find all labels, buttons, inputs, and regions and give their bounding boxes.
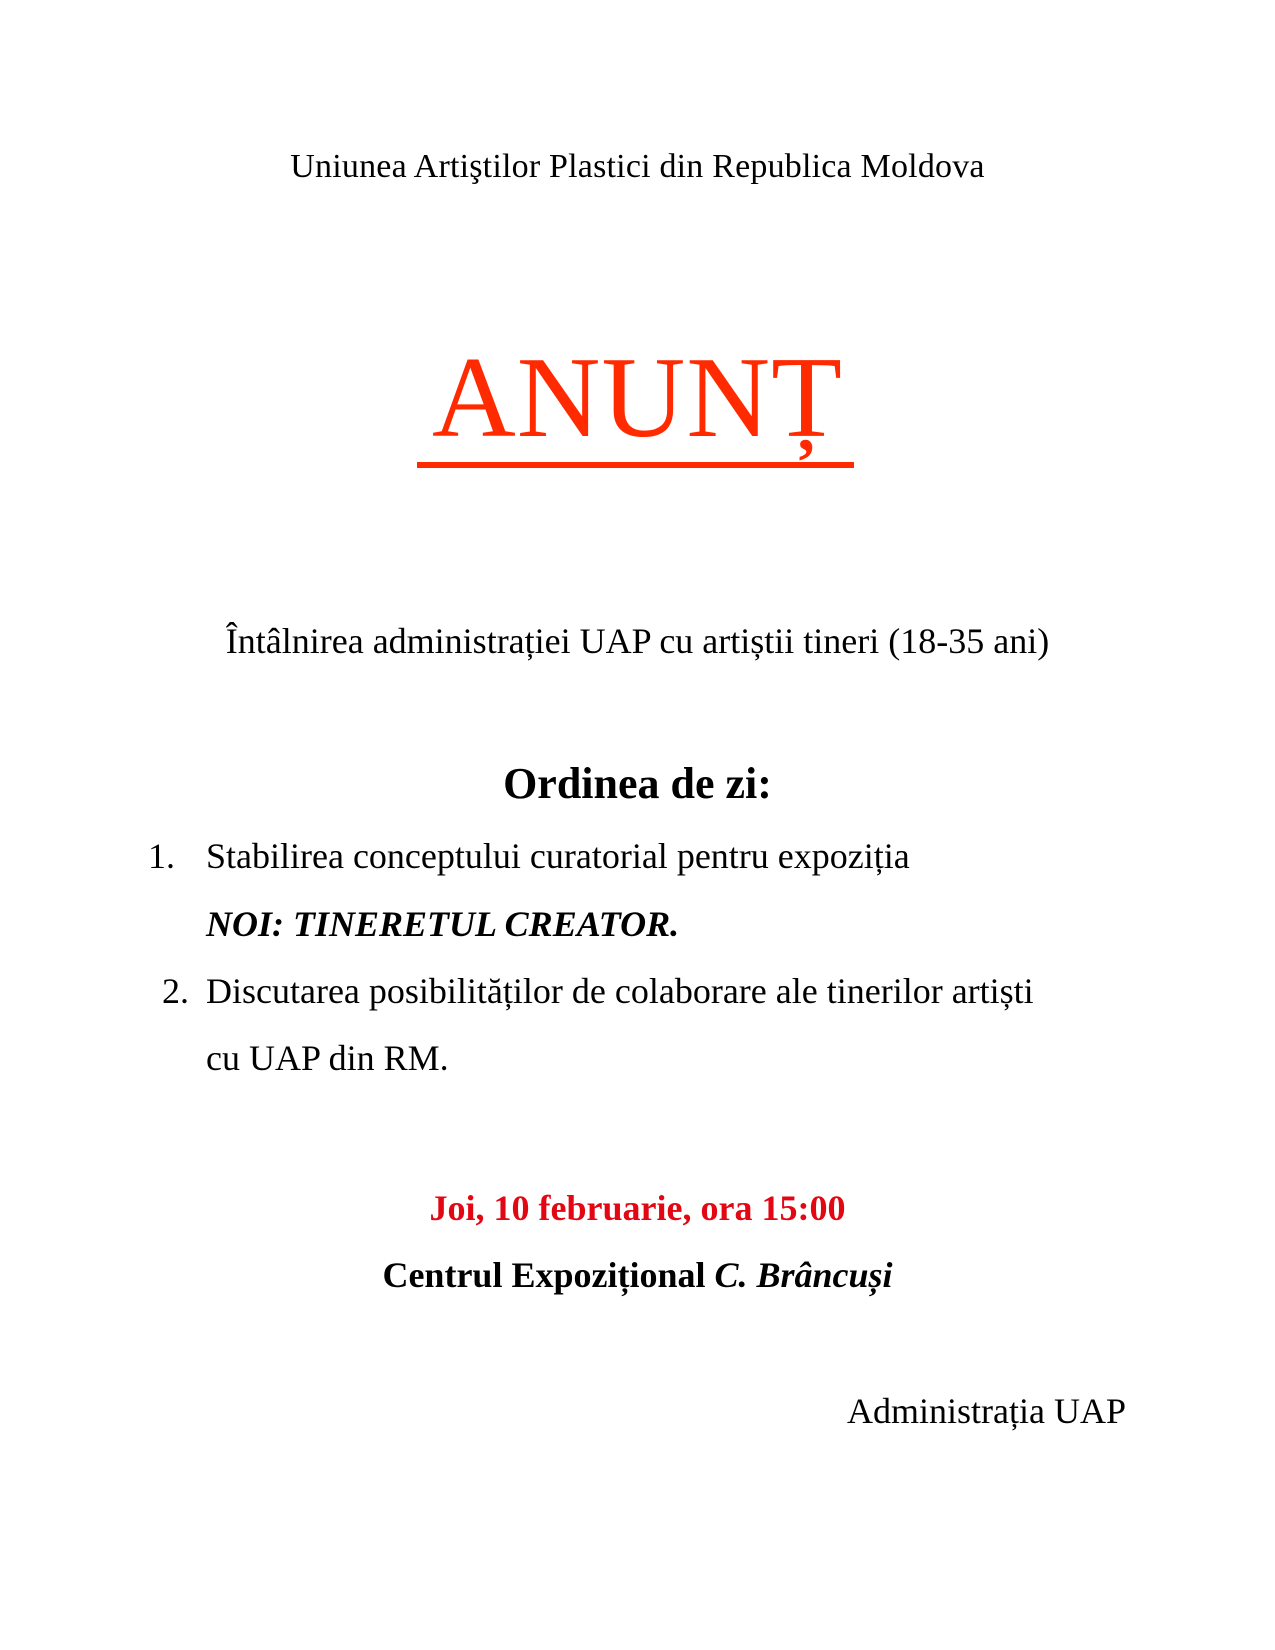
agenda-item-text: Discutarea posibilităților de colaborare ale tinerilor artiști <box>206 971 1034 1011</box>
venue-name: C. Brâncuși <box>714 1255 893 1295</box>
organization-name: Uniunea Artiştilor Plastici din Republica Moldova <box>290 148 985 185</box>
event-venue <box>0 1254 1275 1296</box>
meeting-description: Întâlnirea administrației UAP cu artiștii tineri (18-35 ani) <box>225 621 1050 661</box>
signature: Administrația UAP <box>847 1391 1126 1431</box>
agenda-item-number: 1. <box>148 836 175 876</box>
agenda-item-number: 2. <box>162 971 189 1011</box>
agenda-item-text-continued: cu UAP din RM. <box>206 1038 449 1078</box>
announcement-underline <box>417 462 854 468</box>
agenda-item-text: Stabilirea conceptului curatorial pentru expoziția <box>206 836 910 876</box>
exhibition-title: NOI: TINERETUL CREATOR. <box>206 904 680 944</box>
venue-prefix: Centrul Expozițional <box>382 1255 706 1295</box>
event-datetime: Joi, 10 februarie, ora 15:00 <box>429 1188 846 1228</box>
agenda-title: Ordinea de zi: <box>503 759 772 808</box>
announcement-title: ANUNȚ <box>432 334 843 462</box>
